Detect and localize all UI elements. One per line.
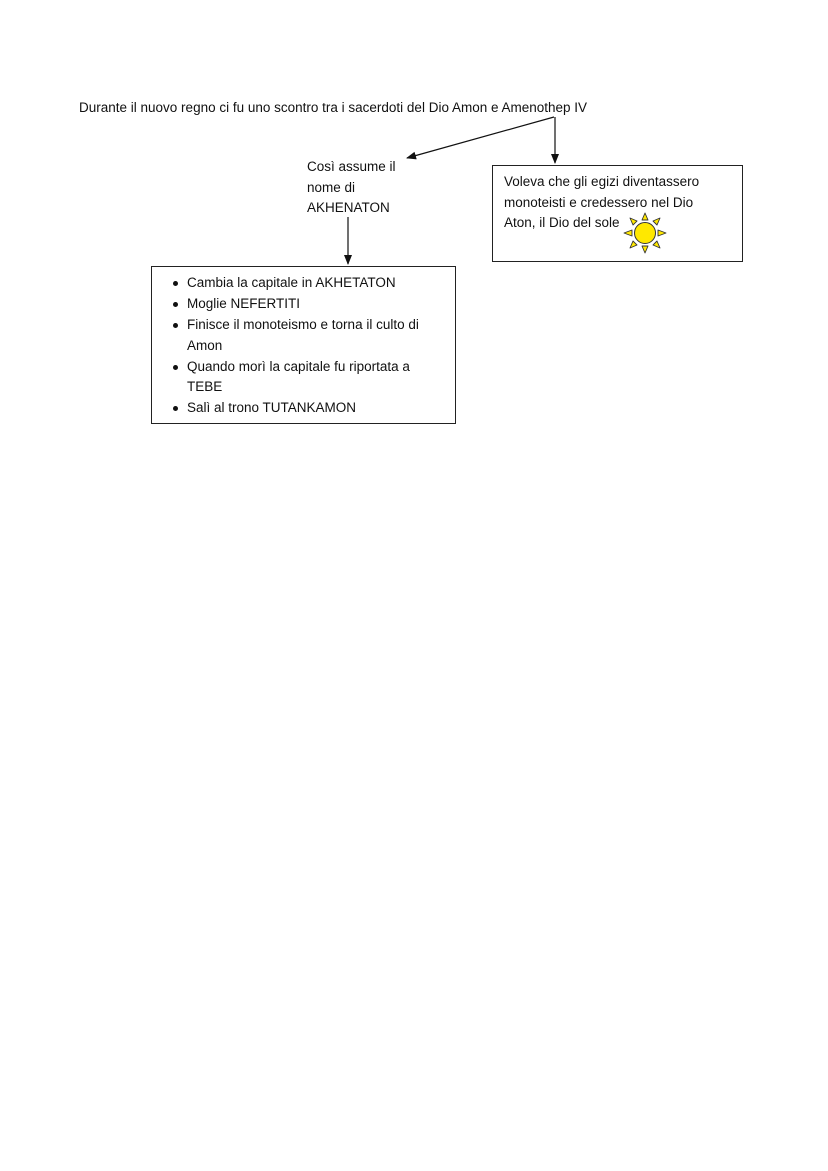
list-item [162, 357, 445, 398]
list-item [162, 315, 445, 356]
name-change-note [307, 157, 417, 219]
aton-line-3: Aton, il Dio del sole [504, 215, 620, 230]
bullet-icon [173, 302, 178, 307]
event-text: Moglie NEFERTITI [187, 296, 301, 311]
list-item [162, 398, 445, 419]
name-note-line-2: nome di [307, 179, 356, 195]
arrow-to-name-note [407, 117, 554, 158]
name-note-line-3: AKHENATON [307, 200, 390, 215]
list-item [162, 294, 445, 315]
aton-line-2: monoteisti e credessero nel Dio [504, 194, 694, 210]
event-text: Finisce il monoteismo e torna il culto di Amon [187, 317, 419, 353]
intro-text: Durante il nuovo regno ci fu uno scontro tra i sacerdoti del Dio Amon e Amenothep IV [79, 100, 588, 115]
name-note-line-1: Così assume il [307, 159, 396, 174]
list-item [162, 273, 445, 294]
bullet-icon [173, 365, 178, 370]
bullet-icon [173, 406, 178, 411]
event-text: Quando morì la capitale fu riportata a TEBE [187, 358, 410, 394]
sun-icon [622, 211, 668, 255]
bullet-icon [173, 323, 178, 328]
aton-line-1: Voleva che gli egizi diventassero [504, 174, 700, 189]
event-text: Cambia la capitale in AKHETATON [187, 275, 396, 290]
bullet-icon [173, 281, 178, 286]
aton-box [492, 165, 743, 262]
events-list [162, 273, 445, 419]
events-box [151, 266, 456, 424]
event-text: Salì al trono TUTANKAMON [187, 400, 357, 415]
